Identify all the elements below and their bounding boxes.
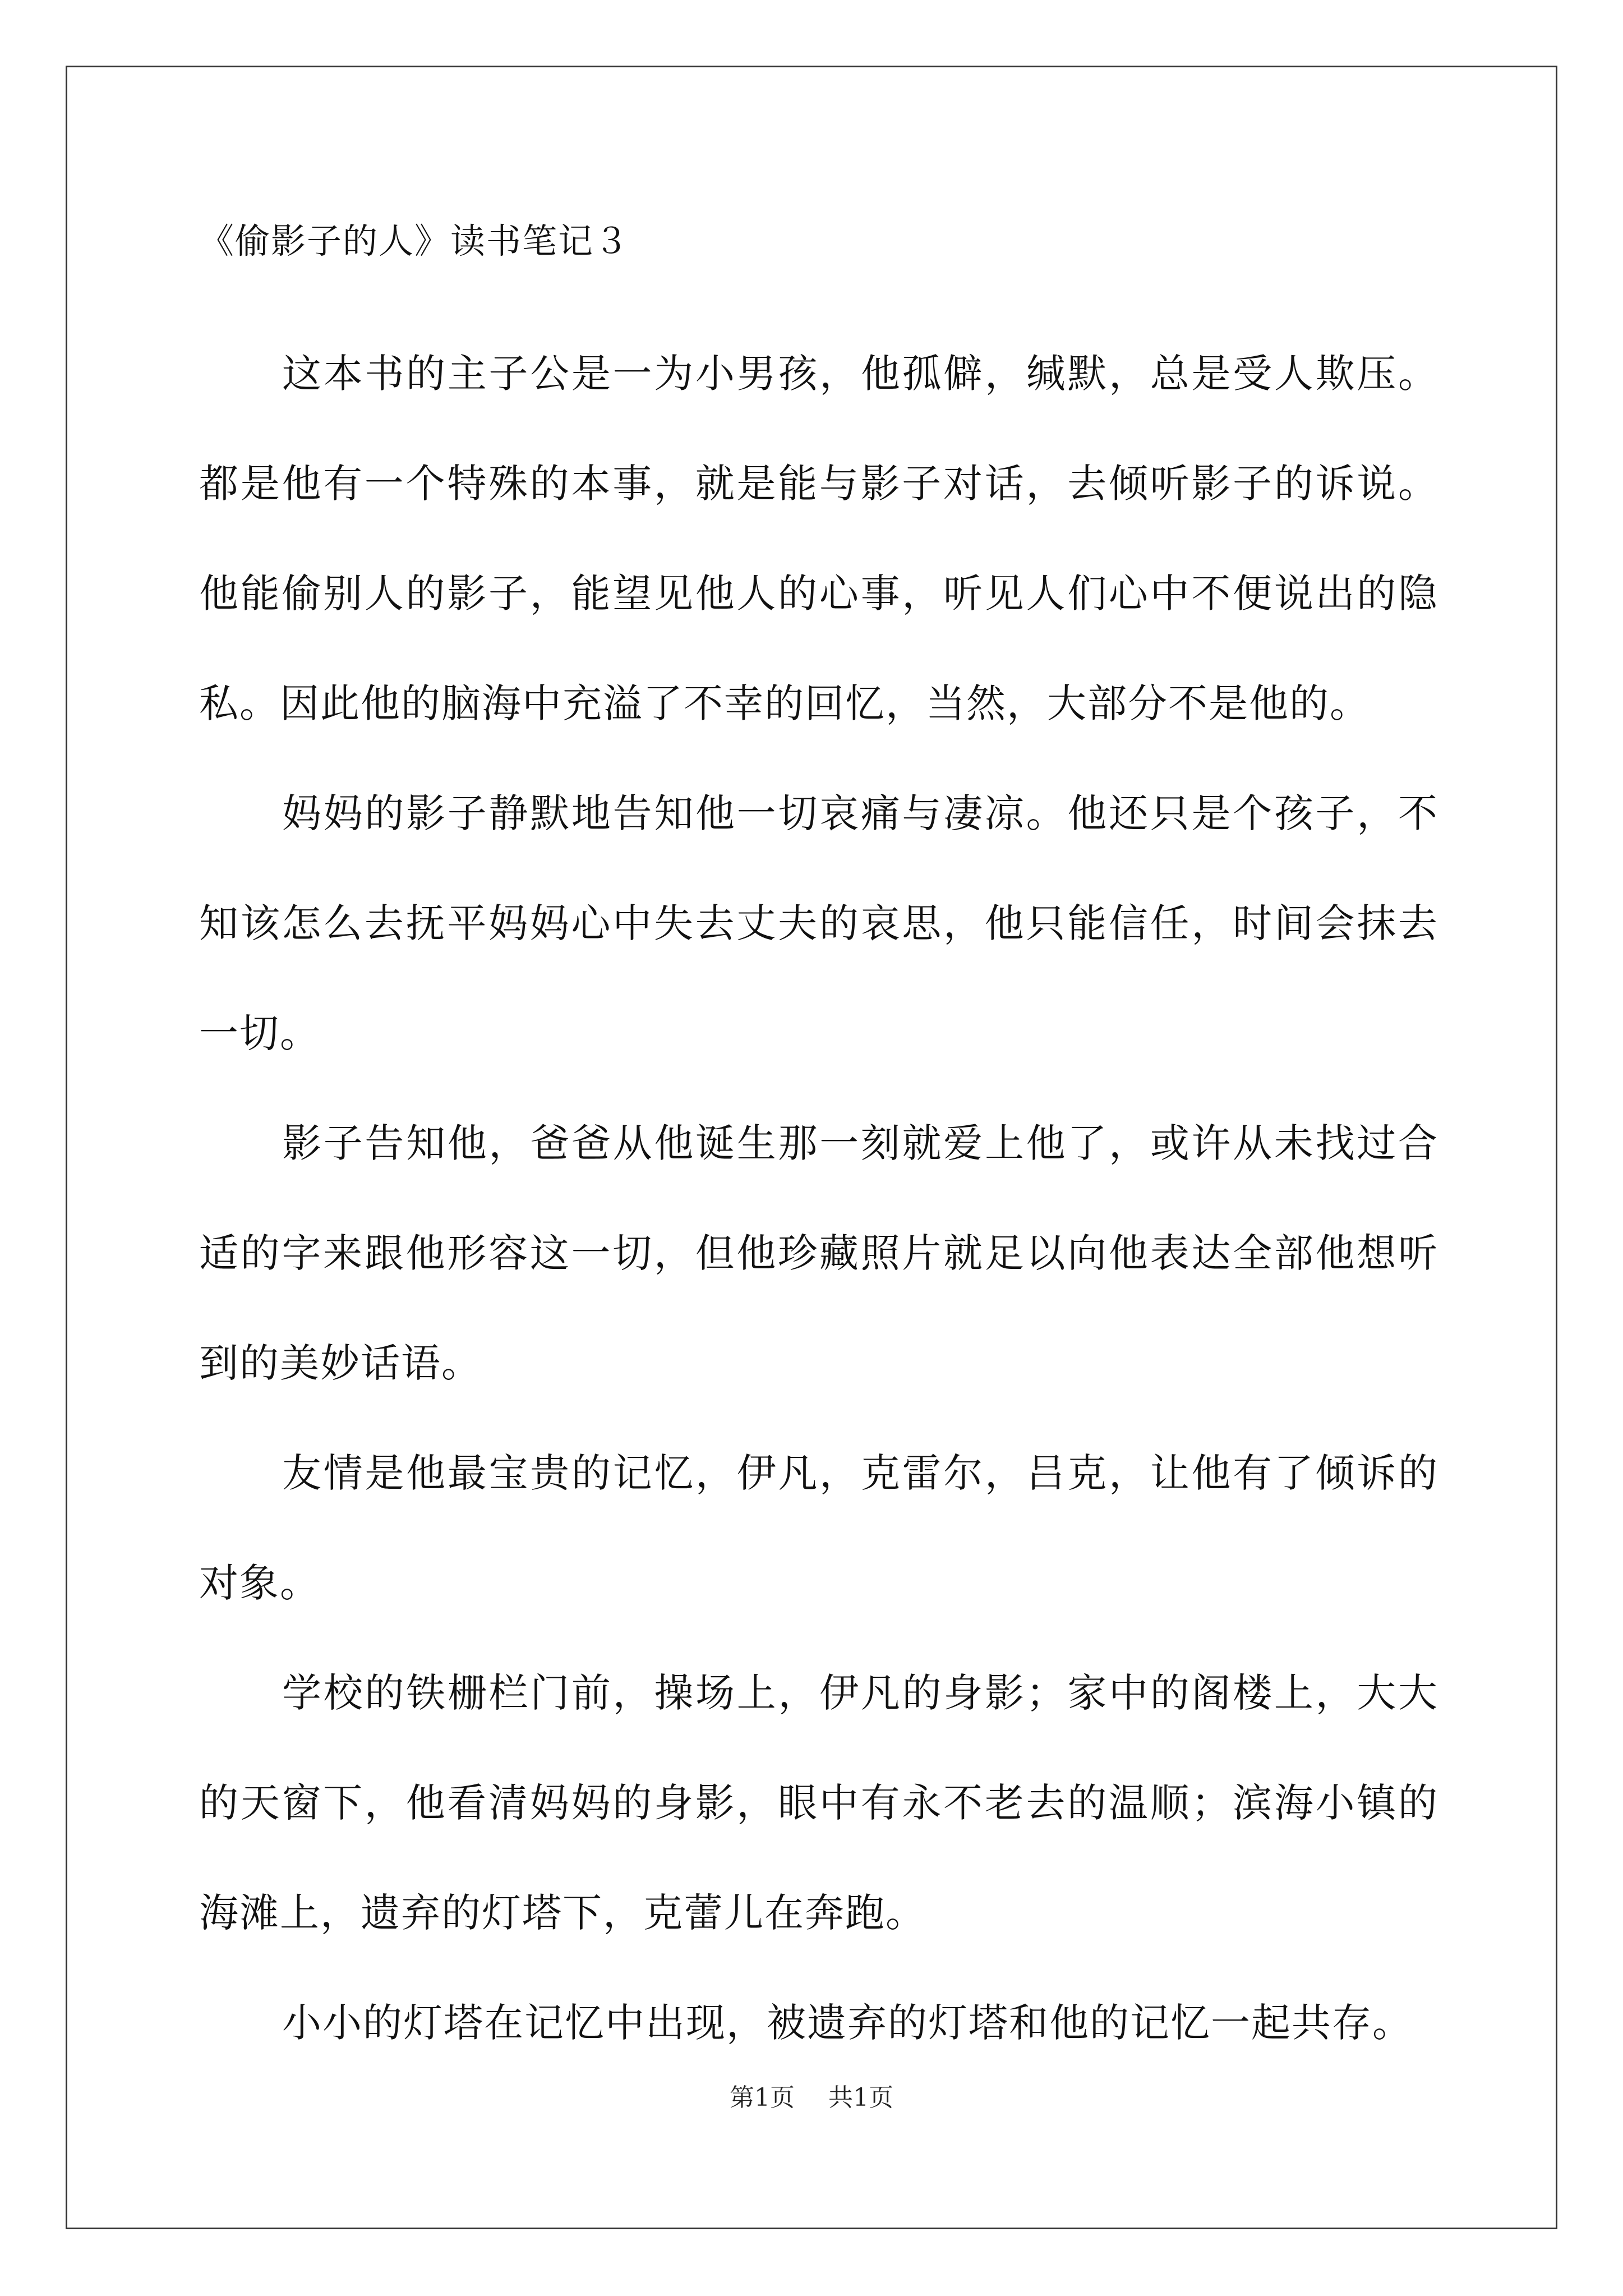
page-number-current: 第1页 — [730, 2083, 795, 2112]
document-title: 《偷影子的人》读书笔记３ — [199, 220, 630, 261]
paragraph-6: 小小的灯塔在记忆中出现，被遗弃的灯塔和他的记忆一起共存。 — [282, 2000, 1413, 2046]
page-number-total: 共1页 — [828, 2083, 893, 2112]
paragraph-4: 友情是他最宝贵的记忆，伊凡，克雷尔，吕克，让他有了倾诉的对象。 — [199, 1450, 1438, 1606]
document-body — [199, 213, 1438, 2078]
paragraph-3: 影子告知他，爸爸从他诞生那一刻就爱上他了，或许从未找过合适的字来跟他形容这一切，但他珍藏照片就足以向他表达全部他想听到的美妙话语。 — [199, 1120, 1438, 1386]
paragraph-1: 这本书的主子公是一为小男孩，他孤僻，缄默，总是受人欺压。都是他有一个特殊的本事，就是能与影子对话，去倾听影子的诉说。他能偷别人的影子，能望见他人的心事，听见人们心中不便说出的隐私。因此他的脑海中充溢了不幸的回忆，当然，大部分不是他的。 — [199, 351, 1438, 726]
page-footer — [0, 2081, 1623, 2115]
paragraph-5: 学校的铁栅栏门前，操场上，伊凡的身影；家中的阁楼上，大大的天窗下，他看清妈妈的身影，眼中有永不老去的温顺；滨海小镇的海滩上，遗弃的灯塔下，克蕾儿在奔跑。 — [199, 1670, 1438, 1936]
paragraph-2: 妈妈的影子静默地告知他一切哀痛与凄凉。他还只是个孩子，不知该怎么去抚平妈妈心中失去丈夫的哀思，他只能信任，时间会抹去一切。 — [199, 790, 1438, 1056]
